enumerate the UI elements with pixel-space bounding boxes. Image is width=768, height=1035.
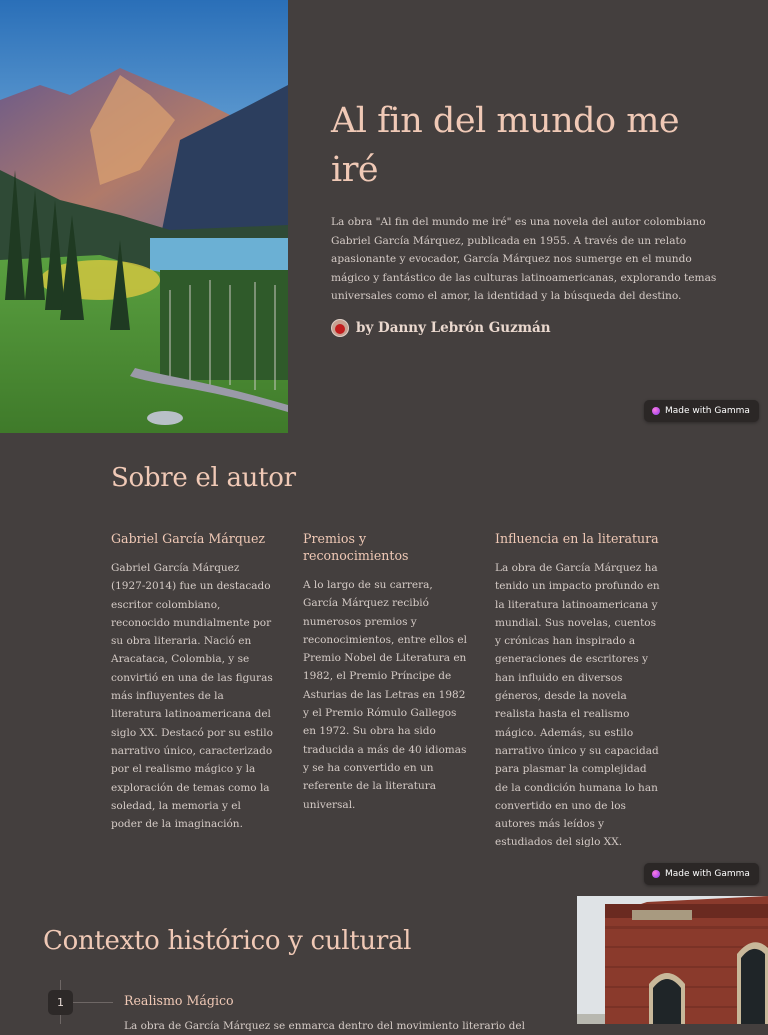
about-column-author [111, 530, 275, 833]
column-body: A lo largo de su carrera, García Márquez recibió numerosos premios y reconocimientos, entre ellos el Premio Nobel de Literatura en 1982, el Premio Príncipe de Asturias de las Letras en 1982 y el Premio Rómulo Gallegos en 1972. Su obra ha sido traducida a más de 40 idiomas y se ha convertido en un referente de la literatura universal. [303, 579, 467, 811]
author-name: by Danny Lebrón Guzmán [356, 319, 551, 336]
about-column-influence [495, 530, 661, 852]
made-with-gamma-button[interactable] [644, 863, 759, 885]
column-body: Gabriel García Márquez (1927-2014) fue un destacado escritor colombiano, reconocido mundialmente por su obra literaria. Nació en Aracataca, Colombia, y se convirtió en una de las figuras más influyentes de la literatura latinoamericana del siglo XX. Destacó por su estilo narrativo único, caracterizado por el realismo mágico y la exploración de temas como la soledad, la memoria y el poder de la imaginación. [111, 562, 273, 831]
building-image [577, 896, 768, 1024]
gamma-logo-icon [652, 870, 660, 878]
hero-text-block [331, 97, 731, 337]
about-column-awards [303, 530, 469, 814]
timeline-item-heading: Realismo Mágico [124, 993, 234, 1008]
made-with-gamma-button[interactable] [644, 400, 759, 422]
page-title: Al fin del mundo me iré [331, 101, 680, 190]
badge-label: Made with Gamma [665, 406, 750, 416]
column-body: La obra de García Márquez ha tenido un impacto profundo en la literatura latinoamericana y mundial. Sus novelas, cuentos y crónicas han inspirado a generaciones de escritores y han influido en diversos géneros, desde la novela realista hasta el realismo mágico. Además, su estilo narrativo único y su capacidad para plasmar la complejidad de la condición humana lo han convertido en uno de los autores más leídos y estudiados del siglo XX. [495, 562, 660, 849]
badge-label: Made with Gamma [665, 869, 750, 879]
timeline-number-badge: 1 [48, 990, 73, 1015]
section-title-about: Sobre el autor [111, 463, 296, 493]
gamma-logo-icon [652, 407, 660, 415]
section-title-context: Contexto histórico y cultural [43, 926, 412, 956]
avatar [331, 319, 349, 337]
hero-description: La obra "Al fin del mundo me iré" es una novela del autor colombiano Gabriel García Márquez, publicada en 1955. A través de un relato apasionante y evocador, García Márquez nos sumerge en el mundo mágico y fantástico de las culturas latinoamericanas, explorando temas universales como el amor, la identidad y la búsqueda del destino. [331, 216, 717, 302]
author-line [331, 319, 731, 337]
column-heading: Premios y reconocimientos [303, 531, 409, 563]
timeline-item-body: La obra de García Márquez se enmarca dentro del movimiento literario del [124, 1020, 525, 1032]
hero-landscape-image [0, 0, 288, 433]
timeline-connector [73, 1002, 113, 1003]
column-heading: Gabriel García Márquez [111, 531, 266, 546]
column-heading: Influencia en la literatura [495, 531, 659, 546]
